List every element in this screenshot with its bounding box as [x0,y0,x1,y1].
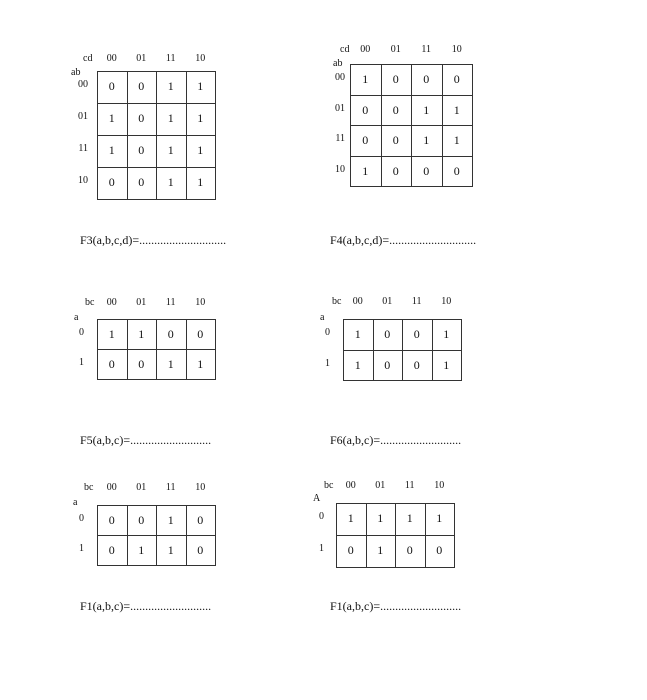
row-header: 00 [335,72,345,83]
kmap-cell: 1 [156,103,187,136]
column-header: 01 [136,482,147,493]
kmap-cell: 1 [350,64,382,96]
formula-f1-right: F1(a,b,c)=........................... [330,599,462,613]
column-header: 00 [106,482,117,493]
kmap-cell: 1 [156,167,187,200]
column-header: 10 [451,44,462,55]
column-variable-label: cd [340,44,350,55]
kmap-cell: 1 [97,103,128,136]
row-variable-label: A [313,493,321,504]
kmap-cell: 1 [432,350,463,382]
kmap-cell: 0 [127,505,158,536]
column-header: 10 [195,297,206,308]
kmap-cell: 1 [442,125,474,157]
kmap-cell: 1 [432,319,463,351]
kmap-cell: 1 [186,349,217,380]
kmap-cell: 1 [156,135,187,168]
row-header: 1 [319,543,324,554]
kmap-cell: 1 [350,156,382,188]
column-variable-label: bc [85,297,95,308]
row-header: 01 [78,111,88,122]
row-header: 0 [325,327,330,338]
column-header: 00 [352,296,363,307]
column-header: 10 [434,480,445,491]
kmap-cell: 0 [442,156,474,188]
kmap-cell: 1 [156,505,187,536]
formula-f6: F6(a,b,c)=........................... [330,433,462,447]
column-header: 10 [441,296,452,307]
row-header: 11 [335,133,345,144]
column-header: 01 [375,480,386,491]
kmap-cell: 1 [366,503,397,536]
kmap-grid [343,319,462,381]
row-variable-label: a [74,312,79,323]
kmap-cell: 0 [425,535,456,568]
column-header: 01 [382,296,393,307]
row-header: 1 [79,357,84,368]
column-header: 11 [411,296,422,307]
row-variable-label: a [73,497,78,508]
kmap-cell: 1 [156,349,187,380]
formula-f5: F5(a,b,c)=........................... [80,433,212,447]
kmap-cell: 1 [186,103,217,136]
column-header: 00 [106,297,117,308]
column-variable-label: bc [332,296,342,307]
kmap-cell: 0 [402,350,433,382]
column-header: 11 [404,480,415,491]
formula-f3: F3(a,b,c,d)=............................. [80,233,227,247]
kmap-cell: 1 [442,95,474,127]
row-header: 0 [79,513,84,524]
kmap-cell: 0 [411,156,443,188]
kmap-cell: 1 [186,167,217,200]
column-header: 00 [360,44,371,55]
row-header: 01 [335,102,345,114]
kmap-cell: 1 [97,135,128,168]
kmap-cell: 0 [350,95,382,127]
kmap-cell: 1 [425,503,456,536]
kmap-cell: 1 [127,319,158,350]
kmap-cell: 0 [97,349,128,380]
kmap-cell: 0 [97,505,128,536]
row-header: 0 [79,327,84,338]
kmap-cell: 0 [127,167,158,200]
kmap-cell: 0 [97,71,128,104]
row-header: 10 [78,175,88,186]
column-header: 00 [345,480,356,491]
column-header: 11 [165,53,176,64]
row-header: 11 [78,143,88,154]
kmap-cell: 0 [411,64,443,96]
column-variable-label: bc [324,480,334,491]
kmap-cell: 1 [366,535,397,568]
kmap-cell: 0 [381,156,413,188]
column-header: 01 [136,53,147,64]
column-header: 01 [136,297,147,308]
kmap-cell: 0 [127,71,158,104]
column-header: 00 [106,53,117,64]
row-variable-label: ab [333,58,343,69]
kmap-cell: 0 [127,349,158,380]
formula-f4: F4(a,b,c,d)=............................. [330,233,477,247]
kmap-grid [350,64,473,187]
row-header: 1 [79,543,84,554]
kmap-cell: 0 [395,535,426,568]
kmap-cell: 1 [156,535,187,566]
column-variable-label: bc [84,482,94,493]
kmap-cell: 0 [97,167,128,200]
kmap-cell: 0 [350,125,382,157]
kmap-cell: 1 [97,319,128,350]
column-header: 01 [390,44,401,55]
kmap-cell: 0 [156,319,187,350]
column-header: 11 [165,297,176,308]
kmap-cell: 1 [343,350,374,382]
kmap-cell: 0 [381,95,413,127]
kmap-cell: 0 [186,535,217,566]
kmap-cell: 0 [373,319,404,351]
row-variable-label: a [320,312,325,323]
kmap-cell: 0 [336,535,367,568]
column-variable-label: cd [83,53,93,64]
kmap-cell: 1 [395,503,426,536]
row-header: 00 [78,79,88,90]
row-header: 1 [325,357,330,369]
kmap-cell: 1 [156,71,187,104]
formula-f1-left: F1(a,b,c)=........................... [80,599,212,613]
column-header: 10 [195,482,206,493]
kmap-cell: 0 [186,505,217,536]
column-header: 11 [165,482,176,493]
kmap-cell: 1 [411,125,443,157]
kmap-cell: 1 [127,535,158,566]
kmap-cell: 0 [186,319,217,350]
row-header: 10 [335,163,345,175]
kmap-cell: 1 [343,319,374,351]
kmap-cell: 0 [402,319,433,351]
kmap-cell: 1 [411,95,443,127]
kmap-cell: 0 [373,350,404,382]
row-variable-label: ab [71,67,81,78]
kmap-grid [97,319,216,380]
kmap-cell: 1 [186,135,217,168]
kmap-cell: 0 [381,125,413,157]
kmap-cell: 0 [97,535,128,566]
kmap-grid [97,505,216,566]
kmap-grid [97,71,216,200]
kmap-cell: 0 [442,64,474,96]
kmap-cell: 0 [127,103,158,136]
kmap-grid [336,503,455,568]
kmap-cell: 1 [336,503,367,536]
row-header: 0 [319,511,324,522]
column-header: 10 [195,53,206,64]
kmap-cell: 0 [381,64,413,96]
column-header: 11 [421,44,432,55]
kmap-cell: 1 [186,71,217,104]
kmap-cell: 0 [127,135,158,168]
